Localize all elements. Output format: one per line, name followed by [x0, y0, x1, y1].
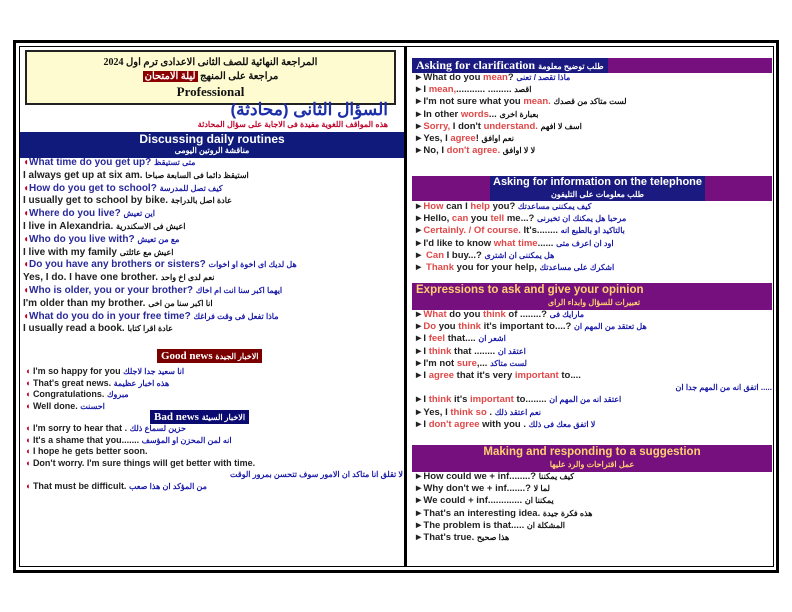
line-segment: ? [507, 72, 514, 83]
line-translation: ماذا تقصد / تعنى [516, 73, 571, 82]
bullet-icon: ◖ [25, 423, 33, 433]
line-translation: احسنت [80, 401, 105, 411]
line-segment: that it's very [454, 369, 515, 381]
line-segment: you? [489, 201, 516, 212]
line-segment: We could + inf............. [423, 495, 523, 507]
line-text: Well done. [32, 400, 78, 411]
line-translation: مرحبا هل يمكنك ان تخبرنى [536, 214, 627, 224]
line-text: I usually read a book. [23, 323, 125, 335]
line-text: I hope he gets better soon. [32, 446, 148, 456]
arrow-bullet-icon: ► [414, 357, 424, 369]
line-segment: Do [423, 321, 437, 333]
line-translation: اسف لا افهم [540, 121, 582, 131]
line-segment: I don't [450, 120, 484, 132]
line-translation: نعم اوافق [481, 133, 514, 143]
list-item [23, 208, 403, 221]
line-text: I'm older than my brother. [23, 297, 146, 309]
line-segment: think [428, 345, 452, 357]
bad-news-title-ar: الاخبار السيئة [201, 413, 246, 422]
list-item [414, 321, 772, 333]
line-translation: هل لديك اى اخوة او اخوات [208, 260, 297, 270]
line-text: Yes, I do. I have one brother. [23, 272, 159, 284]
line-segment: help [470, 201, 490, 212]
line-translation: نعم اعتقد ذلك [494, 407, 541, 417]
line-segment: important [514, 369, 559, 381]
line-segment: The problem is that..... [423, 519, 525, 531]
line-segment: me...? [504, 213, 535, 225]
list-item [414, 370, 772, 382]
line-segment: Yes, I [423, 132, 451, 144]
bullet-icon: ◖ [23, 233, 30, 245]
daily-title: Discussing daily routines [139, 132, 285, 146]
line-text: Congratulations. [32, 389, 105, 399]
section-title: السؤال الثانى (محادثة) [230, 100, 388, 119]
line-translation: اشكرك على مساعدتك [539, 262, 615, 272]
line-segment: sure [456, 357, 477, 369]
arrow-bullet-icon: ► [414, 495, 424, 507]
line-segment: you [436, 321, 459, 333]
list-item [414, 495, 593, 507]
arrow-bullet-icon: ► [414, 471, 424, 482]
line-translation: لا تقلق انا متاكد ان الامور سوف تتحسن بمرور الوقت [230, 470, 403, 479]
good-news-title: Good news [161, 350, 213, 362]
line-translation: هل يمكننى ان اشترى [484, 250, 555, 260]
line-segment: mean, [428, 84, 457, 96]
list-item [414, 471, 593, 483]
list-item [414, 145, 627, 157]
list-item [23, 272, 403, 285]
arrow-bullet-icon: ► [414, 213, 424, 225]
line-segment: What do you [423, 72, 484, 83]
list-item [414, 96, 627, 108]
list-item [414, 262, 626, 274]
line-translation: اقصد [514, 85, 532, 95]
line-segment: that ........ [451, 345, 496, 357]
opinion-title-ar: تعبيرات للسؤال وابداء الراى [547, 298, 641, 307]
line-segment: Hello, [423, 213, 452, 225]
list-item [414, 333, 772, 345]
bad-news-title: Bad news [154, 411, 199, 423]
header-line2 [27, 70, 394, 84]
suggestion-title: Making and responding to a suggestion [483, 446, 701, 458]
line-segment: I'd like to know [423, 237, 494, 249]
list-item [414, 225, 626, 237]
list-item [414, 520, 593, 532]
bullet-icon: ◖ [25, 389, 33, 399]
bullet-icon: ◖ [25, 366, 33, 376]
list-item [25, 389, 403, 401]
telephone-list [414, 201, 626, 274]
line-segment: ...... [537, 237, 554, 249]
arrow-bullet-icon: ► [414, 237, 424, 249]
line-segment: think [483, 309, 506, 320]
bullet-icon: ◖ [23, 182, 30, 194]
arrow-bullet-icon: ► [414, 483, 424, 495]
bullet-icon: ◖ [25, 377, 33, 388]
line-text: I live in Alexandria. [23, 220, 114, 232]
line-text: I'm so happy for you [32, 366, 121, 376]
line-translation: كيف تصل للمدرسة [159, 183, 223, 193]
line-segment: words [460, 108, 489, 120]
header-brand: Professional [176, 84, 245, 99]
line-translation: هذا صحيح [476, 532, 510, 542]
line-segment: it's [451, 394, 471, 406]
line-translation: انا سعيد جدا لاجلك [123, 367, 185, 376]
arrow-bullet-icon: ► [414, 406, 424, 418]
line-segment: Certainly. / Of course. [423, 225, 521, 237]
list-item [414, 508, 593, 520]
line-translation: لا لا اوافق [502, 146, 536, 156]
line-segment: How [423, 201, 444, 212]
list-item [414, 483, 593, 495]
bullet-icon: ◖ [25, 457, 33, 468]
line-segment: think [428, 394, 452, 406]
list-item [414, 346, 772, 358]
arrow-bullet-icon: ► [414, 321, 424, 333]
header-line2-rest: مراجعة على المنهج [200, 71, 279, 82]
line-translation: لما لا [533, 484, 550, 494]
line-translation: اين تعيش [123, 209, 155, 219]
arrow-bullet-icon: ► [414, 84, 424, 96]
bullet-icon: ◖ [23, 208, 30, 220]
list-item [414, 407, 772, 419]
line-translation: كيف يمكننا [538, 472, 574, 481]
list-item [23, 285, 403, 298]
line-segment: What [423, 309, 447, 320]
line-segment: I [423, 418, 429, 430]
line-segment: that.... [445, 333, 476, 345]
arrow-bullet-icon: ► [414, 261, 424, 273]
line-text: Don't worry. I'm sure things will get better with time. [32, 457, 256, 468]
line-segment: Yes, I [423, 406, 451, 418]
line-text: That must be difficult. [32, 480, 127, 491]
arrow-bullet-icon: ► [414, 249, 424, 261]
arrow-bullet-icon: ► [414, 519, 424, 531]
line-translation: كيف يمكننى مساعدتك [517, 202, 592, 211]
line-translation: اعيش فى الاسكندرية [116, 221, 186, 231]
line-segment: agree [428, 369, 455, 381]
line-segment: In other [423, 108, 461, 120]
list-item [23, 311, 403, 324]
arrow-bullet-icon: ► [414, 418, 424, 430]
arrow-bullet-icon: ► [414, 145, 424, 157]
line-segment: you [468, 213, 491, 225]
line-segment: I buy...? [444, 249, 482, 261]
line-segment: I'm not sure what you [423, 96, 524, 108]
line-translation: بعبارة اخرى [499, 109, 539, 119]
bullet-icon: ◖ [23, 157, 30, 168]
line-segment: mean. [523, 96, 551, 108]
arrow-bullet-icon: ► [414, 132, 424, 144]
line-translation: حزين لسماع ذلك [129, 424, 186, 433]
list-item [25, 423, 403, 435]
daily-title-ar: مناقشة الروتين اليومى [174, 146, 250, 155]
line-segment: to........ [513, 394, 547, 406]
list-item [25, 458, 403, 470]
line-segment: I'm not [423, 357, 457, 369]
line-translation: هل تعتقد من المهم ان [574, 322, 647, 332]
line-segment: think so [450, 406, 487, 418]
line-segment: can [451, 213, 469, 225]
clarification-title: Asking for clarification [416, 58, 536, 72]
line-translation: يمكننا ان [524, 496, 554, 506]
list-item [25, 481, 403, 493]
line-segment: It's........ [520, 225, 559, 237]
line-translation: لست متاكد [490, 358, 527, 368]
line-segment: No, I [423, 145, 447, 157]
line-text: It's a shame that you....... [32, 434, 140, 445]
opinion-title: Expressions to ask and give your opinion [416, 284, 644, 296]
line-translation: عادة اصل بالدراجة [170, 196, 232, 206]
list-item [25, 469, 403, 481]
line-segment: with you . [479, 418, 526, 430]
line-translation: لست متاكد من قصدك [553, 97, 627, 107]
good-news-title-ar: الاخبار الجيدة [215, 352, 259, 361]
opinion-list [414, 309, 772, 431]
line-text: How do you get to school? [29, 182, 157, 194]
arrow-bullet-icon: ► [414, 333, 424, 345]
list-item [414, 121, 627, 133]
line-translation: اود ان اعرف متى [556, 238, 614, 248]
line-translation: عادة اقرا كتابا [127, 324, 173, 334]
line-translation: اعتقد انه من المهم ان [549, 395, 622, 405]
arrow-bullet-icon: ► [414, 531, 424, 543]
line-translation: من المؤكد ان هذا صعب [128, 481, 207, 491]
line-translation: استيقظ دائما فى السابعة صباحا [145, 170, 249, 180]
list-item [23, 247, 403, 260]
line-translation: المشكلة ان [526, 520, 565, 530]
line-segment: don't agree. [446, 145, 501, 157]
line-segment: can I [443, 201, 471, 212]
line-segment: Thank [423, 261, 455, 273]
line-text: I usually get to school by bike. [23, 195, 169, 207]
line-text: That's great news. [32, 377, 112, 388]
line-segment: think [458, 321, 481, 333]
line-text: I always get up at six am. [23, 169, 143, 181]
line-segment: . [486, 406, 493, 418]
bullet-icon: ◖ [25, 434, 33, 445]
line-segment: Sorry, [423, 120, 451, 132]
good-news-list [25, 366, 403, 412]
line-segment: I [423, 84, 429, 96]
list-item [414, 109, 627, 121]
bullet-icon: ◖ [25, 400, 33, 411]
line-segment: agree [450, 132, 476, 144]
opinion-header [412, 283, 772, 310]
list-item [25, 435, 403, 447]
list-item [414, 382, 772, 394]
line-segment: I [423, 394, 429, 406]
arrow-bullet-icon: ► [414, 120, 424, 132]
line-text: I'm sorry to hear that . [32, 423, 128, 433]
line-segment: I [423, 333, 429, 345]
line-text: What do you do in your free time? [29, 310, 191, 322]
list-item [414, 309, 772, 321]
list-item [414, 84, 627, 96]
line-segment: it's important to....? [480, 321, 572, 333]
line-translation: ايهما اكبر سنا انت ام اخاك [195, 285, 283, 295]
suggestion-list [414, 471, 593, 544]
line-segment: do you [446, 309, 484, 320]
bullet-icon: ◖ [23, 284, 30, 296]
list-item [25, 446, 403, 458]
line-segment: ! [475, 132, 479, 144]
line-translation: لا اتفق معك فى ذلك [528, 419, 596, 429]
line-translation: هذه فكرة جيدة [542, 508, 593, 518]
line-segment: to.... [558, 369, 581, 381]
header-box [25, 50, 396, 105]
telephone-header [490, 176, 705, 201]
daily-routines-list [23, 157, 403, 336]
line-text: Who do you live with? [29, 233, 135, 245]
column-divider [404, 46, 407, 567]
line-translation: مبروك [106, 390, 129, 399]
line-translation: بالتاكيد او بالطبع انه [560, 226, 625, 236]
list-item [414, 213, 626, 225]
line-segment: Can [423, 249, 444, 261]
list-item [23, 183, 403, 196]
list-item [414, 532, 593, 544]
line-segment: ... [488, 108, 497, 120]
line-translation: مع من تعيش [137, 234, 180, 244]
line-translation: متى تستيقظ [154, 158, 196, 167]
clarification-header [412, 58, 608, 73]
line-segment: feel [428, 333, 446, 345]
line-text: What time do you get up? [29, 157, 152, 168]
line-segment: ,... [476, 357, 488, 369]
bad-news-list [25, 423, 403, 492]
line-text: I live with my family [23, 246, 117, 258]
section-subtitle: هذه المواقف اللغوية مفيدة فى الاجابة على سؤال المحادثة [197, 120, 388, 129]
list-item [23, 195, 403, 208]
list-item [23, 323, 403, 336]
list-item [23, 221, 403, 234]
line-translation: هذه اخبار عظيمة [113, 378, 170, 388]
line-segment: ........... ......... [456, 84, 512, 96]
list-item [414, 238, 626, 250]
arrow-bullet-icon: ► [414, 309, 424, 320]
line-segment: tell [490, 213, 505, 225]
list-item [414, 394, 772, 406]
list-item [23, 259, 403, 272]
line-segment: I [423, 345, 429, 357]
line-segment: Why don't we + inf.......? [423, 483, 531, 495]
list-item [25, 378, 403, 390]
line-translation: اعتقد ان [497, 346, 526, 356]
good-news-header [157, 349, 262, 363]
arrow-bullet-icon: ► [414, 507, 424, 519]
header-line1: المراجعة النهائية للصف الثانى الاعدادى ترم اول 2024 [103, 57, 318, 68]
arrow-bullet-icon: ► [414, 201, 424, 212]
list-item [414, 201, 626, 213]
line-segment: important [470, 394, 514, 406]
line-segment: don't agree [428, 418, 480, 430]
line-segment: of ........? [505, 309, 547, 320]
suggestion-title-ar: عمل اقتراحات والرد عليها [549, 460, 635, 469]
line-segment: I [423, 369, 429, 381]
bullet-icon: ◖ [25, 446, 33, 456]
daily-routines-header [20, 132, 404, 158]
bullet-icon: ◖ [23, 259, 30, 271]
list-item [414, 419, 772, 431]
telephone-title: Asking for information on the telephone [493, 176, 702, 188]
line-translation: نعم لدى اخ واحد [160, 273, 215, 283]
list-item [414, 250, 626, 262]
line-translation: اعيش مع عائلتى [119, 247, 174, 257]
clarification-list [414, 72, 627, 157]
line-translation: اتفق انه من المهم جدا ان ..... [675, 383, 772, 393]
arrow-bullet-icon: ► [414, 369, 424, 381]
line-text: Do you have any brothers or sisters? [29, 259, 206, 271]
list-item [23, 234, 403, 247]
bullet-icon: ◖ [25, 480, 33, 491]
list-item [414, 358, 772, 370]
list-item [23, 170, 403, 183]
suggestion-header [412, 445, 772, 472]
line-segment: what time [493, 237, 538, 249]
arrow-bullet-icon: ► [414, 72, 424, 83]
line-translation: انه لمن المحزن او المؤسف [141, 435, 232, 445]
line-segment: That's an interesting idea. [423, 507, 541, 519]
arrow-bullet-icon: ► [414, 96, 424, 108]
bullet-icon: ◖ [23, 310, 30, 322]
list-item [23, 298, 403, 311]
line-translation: انا اكبر سنا من اخى [148, 298, 213, 308]
list-item [414, 133, 627, 145]
line-translation: مارايك فى [549, 310, 585, 319]
line-translation: اشعر ان [478, 334, 506, 344]
bad-news-header [150, 410, 249, 424]
clarification-title-ar: طلب توضيح معلومة [538, 62, 604, 71]
telephone-title-ar: طلب معلومات على التليفون [551, 190, 644, 199]
line-segment: How could we + inf........? [423, 471, 537, 482]
line-text: Where do you live? [29, 208, 121, 220]
line-segment: mean [483, 72, 508, 83]
arrow-bullet-icon: ► [414, 225, 424, 237]
arrow-bullet-icon: ► [414, 345, 424, 357]
arrow-bullet-icon: ► [414, 108, 424, 120]
line-segment: That's true. [423, 531, 475, 543]
arrow-bullet-icon: ► [414, 394, 424, 406]
list-item [23, 157, 403, 170]
line-text: Who is older, you or your brother? [29, 284, 193, 296]
list-item [414, 72, 627, 84]
list-item [25, 366, 403, 378]
line-segment: you for your help, [454, 261, 537, 273]
line-segment: understand. [483, 120, 538, 132]
line-translation: ماذا تفعل فى وقت فراغك [193, 311, 279, 321]
header-highlight: ليلة الامتحان [144, 71, 196, 82]
